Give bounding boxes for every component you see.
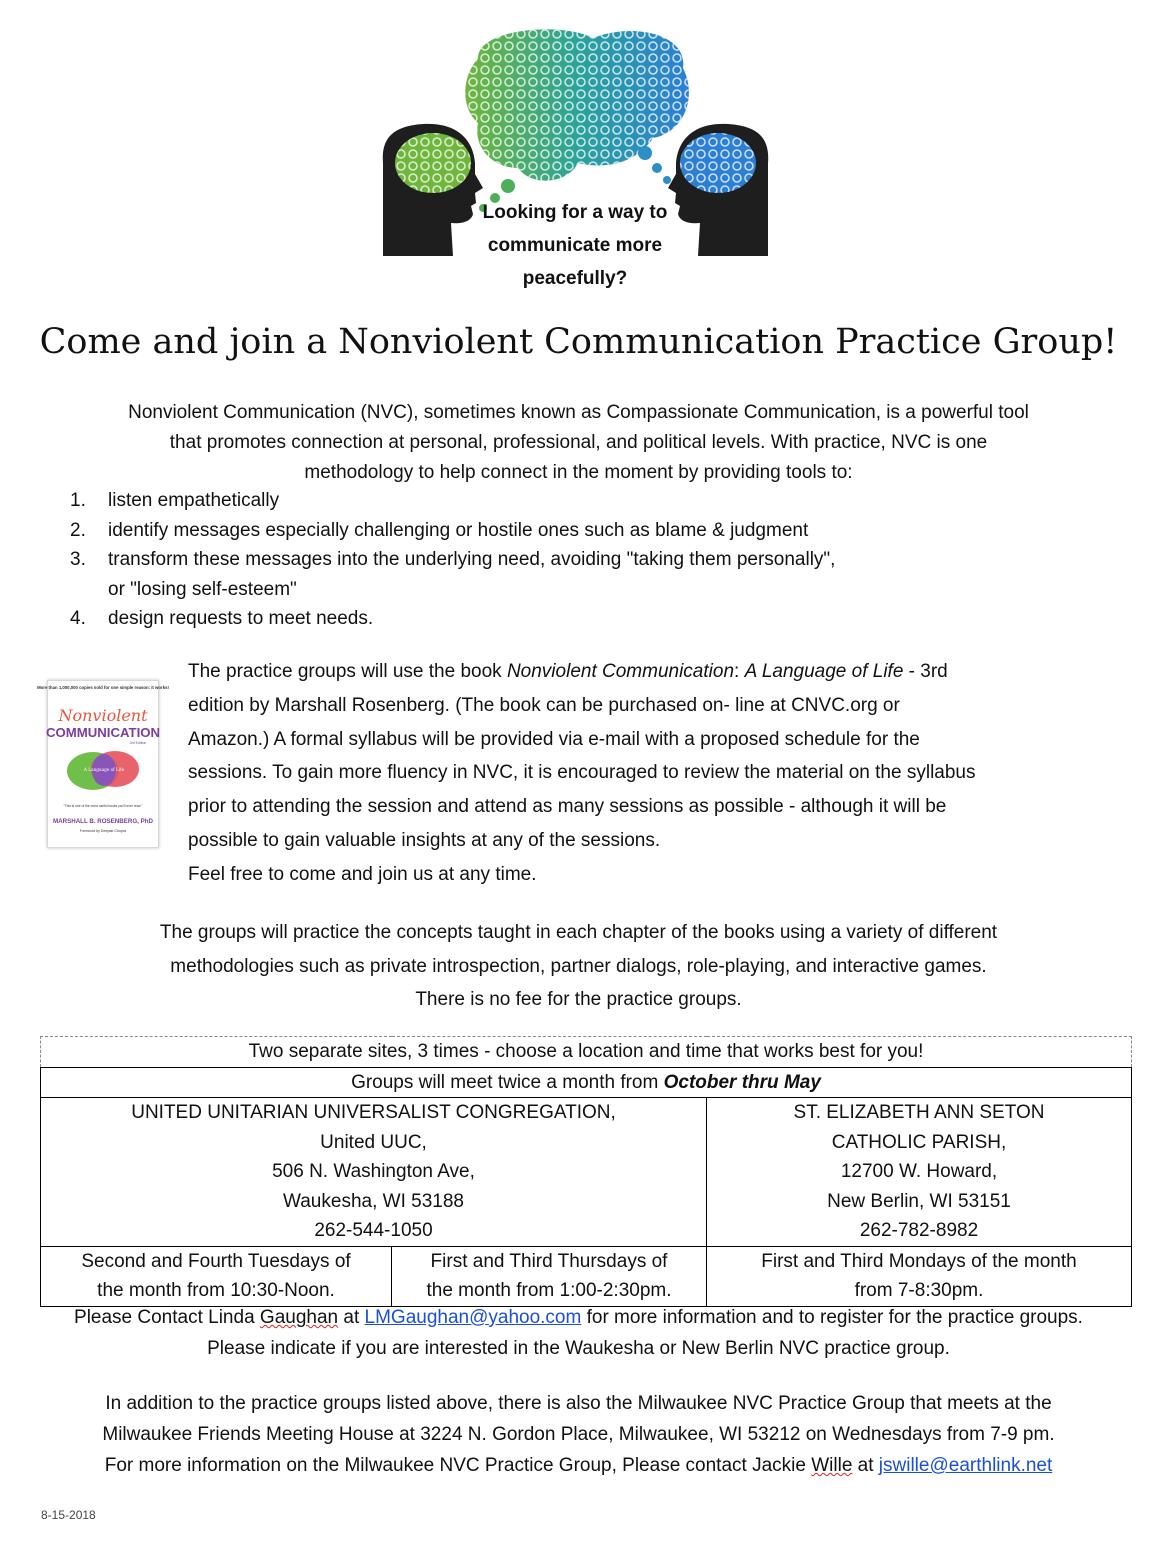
contact-text: at	[338, 1307, 365, 1328]
list-text-line: transform these messages into the underlying need, avoiding "taking them personally",	[108, 549, 836, 570]
intro-line: that promotes connection at personal, professional, and political levels. With practice, NVC is one	[169, 432, 988, 453]
time-cell-tuesday	[41, 1246, 392, 1306]
table-header-cell: Two separate sites, 3 times - choose a location and time that works best for you!	[41, 1037, 1132, 1068]
document-date: 8-15-2018	[41, 1508, 96, 1522]
practice-line: Feel free to come and join us at any time.	[188, 863, 537, 885]
practice-line: sessions. To gain more fluency in NVC, it is encouraged to review the material on the syllabus	[188, 762, 976, 784]
email-link-jackie[interactable]: jswille@earthlink.net	[878, 1455, 1053, 1476]
tagline-line: peacefully?	[522, 268, 628, 289]
time-cell-thursday	[392, 1246, 707, 1306]
book-quote: "This is one of the most useful books you'll ever read."	[63, 804, 143, 808]
site-line: CATHOLIC PARISH,	[831, 1131, 1007, 1153]
intro-line: methodology to help connect in the moment by providing tools to:	[304, 462, 853, 483]
milwaukee-line: In addition to the practice groups listed above, there is also the Milwaukee NVC Practice Group that meets at the	[105, 1393, 1052, 1414]
book-title-top: Nonviolent	[58, 706, 148, 725]
list-item	[70, 516, 1070, 546]
site-line: 12700 W. Howard,	[840, 1161, 998, 1182]
tagline	[455, 196, 695, 295]
site-line: New Berlin, WI 53151	[827, 1190, 1011, 1212]
book-top-text: More than 1,000,000 copies sold for one simple reason: it works!	[37, 685, 169, 690]
practice-line: possible to gain valuable insights at any of the sessions.	[188, 829, 661, 851]
practice-text: The practice groups will use the book	[188, 661, 507, 682]
speech-cloud-icon	[465, 29, 689, 212]
milwaukee-text: For more information on the Milwaukee NVC Practice Group, Please contact Jackie	[104, 1455, 812, 1476]
intro-paragraph	[40, 398, 1117, 488]
tools-list	[70, 486, 1070, 634]
book-edition: 3rd Edition	[129, 741, 147, 745]
time-line: the month from 1:00-2:30pm.	[426, 1280, 672, 1301]
table-row	[41, 1098, 1132, 1247]
table-row	[41, 1246, 1132, 1306]
list-number: 1.	[70, 490, 86, 511]
contact-text: for more information and to register for the practice groups.	[581, 1307, 1083, 1328]
practice-line: edition by Marshall Rosenberg. (The book can be purchased on- line at CNVC.org or	[188, 694, 900, 716]
contact-surname: Gaughan	[259, 1307, 339, 1328]
site-line: 262-544-1050	[314, 1220, 433, 1241]
book-subtitle-text: A Language of Life	[744, 661, 904, 682]
email-link-linda[interactable]: LMGaughan@yahoo.com	[364, 1307, 582, 1328]
time-line: First and Third Mondays of the month	[761, 1250, 1077, 1272]
milwaukee-paragraph	[30, 1388, 1127, 1481]
book-subtitle: A Language of Life	[83, 767, 125, 772]
book-cover-art	[37, 681, 169, 847]
contact-paragraph	[20, 1302, 1137, 1364]
list-number: 3.	[70, 549, 86, 570]
book-cover-image	[37, 680, 169, 848]
list-text: design requests to meet needs.	[108, 608, 374, 629]
time-line: from 7-8:30pm.	[854, 1280, 984, 1301]
list-text: identify messages especially challenging or hostile ones such as blame & judgment	[108, 519, 809, 541]
time-cell-monday	[707, 1246, 1132, 1306]
book-author: MARSHALL B. ROSENBERG, PhD	[53, 818, 153, 825]
table-row	[41, 1037, 1132, 1068]
time-line: the month from 10:30-Noon.	[97, 1280, 335, 1301]
tagline-line: communicate more	[487, 235, 663, 256]
site-cell-new-berlin	[707, 1098, 1132, 1247]
intro-line: Nonviolent Communication (NVC), sometimes known as Compassionate Communication, is a powerful tool	[128, 402, 1029, 423]
groups-line: methodologies such as private introspection, partner dialogs, role-playing, and interactive games.	[170, 955, 987, 977]
site-line: Waukesha, WI 53188	[283, 1190, 464, 1212]
site-cell-waukesha	[41, 1098, 707, 1247]
practice-line: prior to attending the session and attend as many sessions as possible - although it will be	[188, 796, 947, 818]
site-line: UNITED UNITARIAN UNIVERSALIST CONGREGATION,	[131, 1102, 616, 1123]
milwaukee-line: Milwaukee Friends Meeting House at 3224 N. Gordon Place, Milwaukee, WI 53212 on Wednesdays from 7-9 pm.	[102, 1424, 1055, 1445]
contact-text: Please Contact Linda	[74, 1307, 260, 1328]
site-line: 262-782-8982	[859, 1220, 979, 1241]
book-title-bottom: COMMUNICATION	[45, 725, 161, 740]
list-text	[108, 545, 1070, 604]
practice-text: :	[734, 661, 745, 682]
tagline-line: Looking for a way to	[482, 202, 668, 223]
contact-line: Please indicate if you are interested in the Waukesha or New Berlin NVC practice group.	[207, 1338, 950, 1359]
book-title: Nonviolent Communication	[506, 661, 735, 682]
site-line: ST. ELIZABETH ANN SETON	[793, 1102, 1045, 1123]
contact-surname: Wille	[811, 1455, 853, 1476]
contact-line	[20, 1302, 1137, 1333]
list-number: 2.	[70, 519, 86, 541]
practice-line	[188, 655, 1118, 689]
practice-text: - 3rd	[903, 661, 948, 682]
groups-line: The groups will practice the concepts taught in each chapter of the books using a variety of different	[159, 922, 998, 943]
groups-line: There is no fee for the practice groups.	[415, 989, 742, 1010]
groups-paragraph	[40, 916, 1117, 1017]
site-line: 506 N. Washington Ave,	[272, 1161, 475, 1182]
milwaukee-text: at	[852, 1455, 879, 1476]
site-line: United UUC,	[320, 1131, 427, 1153]
milwaukee-line	[30, 1450, 1127, 1481]
list-item	[70, 545, 1070, 604]
practice-paragraph	[188, 655, 1118, 892]
list-text: listen empathetically	[108, 490, 280, 511]
list-text-line: or "losing self-esteem"	[108, 578, 297, 600]
time-line: First and Third Thursdays of	[430, 1250, 668, 1272]
list-item	[70, 486, 1070, 516]
table-header-cell	[41, 1067, 1132, 1098]
schedule-table	[40, 1036, 1132, 1307]
time-line: Second and Fourth Tuesdays of	[81, 1250, 351, 1272]
practice-line: Amazon.) A formal syllabus will be provided via e-mail with a proposed schedule for the	[188, 728, 920, 750]
list-item	[70, 604, 1070, 634]
page-title: Come and join a Nonviolent Communication Practice Group!	[39, 322, 1118, 362]
header-text: Groups will meet twice a month from	[351, 1071, 664, 1093]
table-row	[41, 1067, 1132, 1098]
list-number: 4.	[70, 608, 86, 629]
header-emphasis: October thru May	[663, 1071, 821, 1093]
book-foreword: Foreword by Deepak Chopra	[79, 829, 127, 833]
